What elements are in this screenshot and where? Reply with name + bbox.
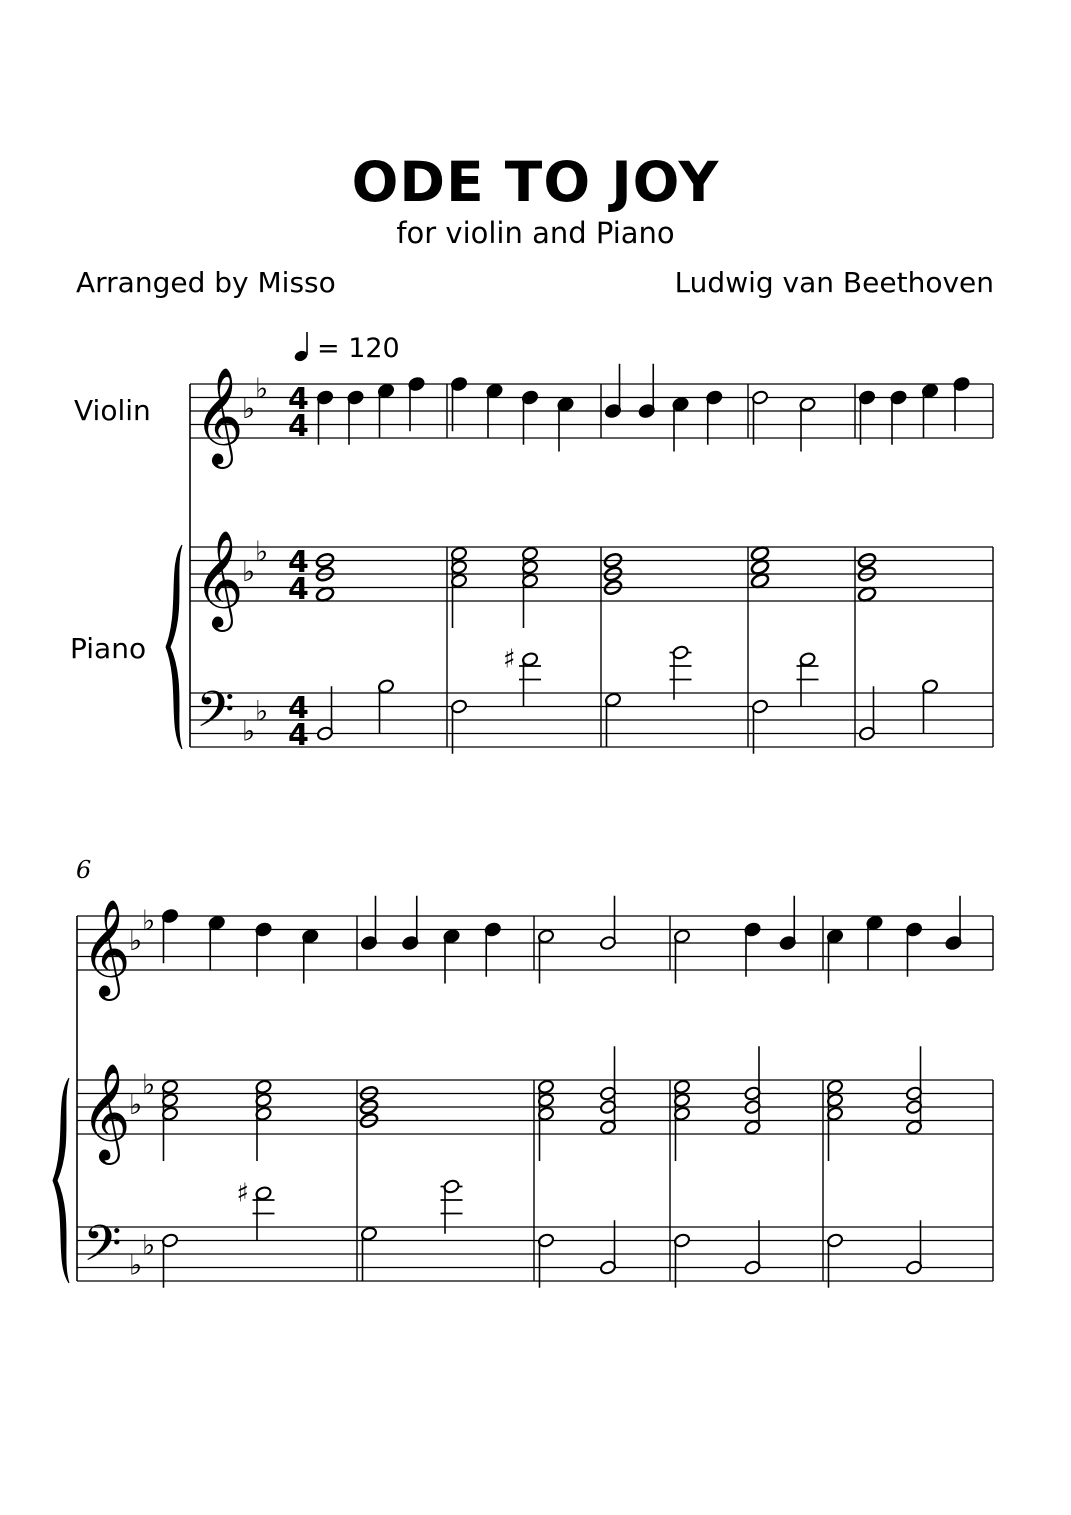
- bass-clef-icon: 𝄢: [196, 681, 235, 752]
- piano-brace: [166, 545, 182, 749]
- key-signature-flat-icon: ♭: [129, 1248, 143, 1282]
- treble-clef-icon: 𝄞: [81, 1062, 131, 1161]
- violin-label: Violin: [74, 394, 151, 427]
- piano-brace: [53, 1078, 69, 1283]
- time-signature-top: 4: [288, 382, 309, 417]
- quarter-note-icon: [293, 332, 309, 363]
- score-subtitle: for violin and Piano: [396, 216, 675, 250]
- tempo-marking: = 120: [317, 333, 400, 364]
- piano-label: Piano: [70, 632, 147, 665]
- piano-chord-notehead: [857, 586, 877, 603]
- arranger-credit: Arranged by Misso: [76, 266, 336, 299]
- piano-chord-notehead: [750, 559, 770, 576]
- treble-clef-icon: 𝄞: [194, 366, 244, 465]
- key-signature-flat-icon: ♭: [242, 555, 256, 588]
- piano-chord-notehead: [315, 586, 335, 603]
- sharp-icon: ♯: [236, 1178, 250, 1209]
- treble-clef-icon: 𝄞: [194, 529, 244, 628]
- piano-chord-notehead: [750, 545, 770, 562]
- key-signature-flat-icon: ♭: [242, 714, 256, 748]
- key-signature-flat-icon: ♭: [129, 924, 143, 957]
- key-signature-flat-icon: ♭: [142, 1067, 156, 1101]
- key-signature-flat-icon: ♭: [142, 903, 156, 937]
- piano-chord-notehead: [750, 572, 770, 589]
- score-title: ODE TO JOY: [351, 150, 720, 214]
- bass-clef-icon: 𝄢: [83, 1215, 122, 1286]
- key-signature-flat-icon: ♭: [255, 694, 269, 728]
- time-signature-bottom: 4: [288, 409, 309, 444]
- time-signature-top: 4: [288, 545, 309, 580]
- composer-credit: Ludwig van Beethoven: [674, 266, 994, 299]
- key-signature-flat-icon: ♭: [242, 392, 256, 425]
- time-signature-bottom: 4: [288, 572, 309, 607]
- treble-clef-icon: 𝄞: [81, 898, 131, 997]
- time-signature-bottom: 4: [288, 718, 309, 753]
- key-signature-flat-icon: ♭: [255, 534, 269, 568]
- sharp-icon: ♯: [503, 644, 516, 675]
- measure-number: 6: [76, 856, 92, 884]
- time-signature-top: 4: [288, 691, 309, 726]
- key-signature-flat-icon: ♭: [255, 371, 269, 405]
- key-signature-flat-icon: ♭: [129, 1088, 143, 1121]
- key-signature-flat-icon: ♭: [142, 1228, 156, 1262]
